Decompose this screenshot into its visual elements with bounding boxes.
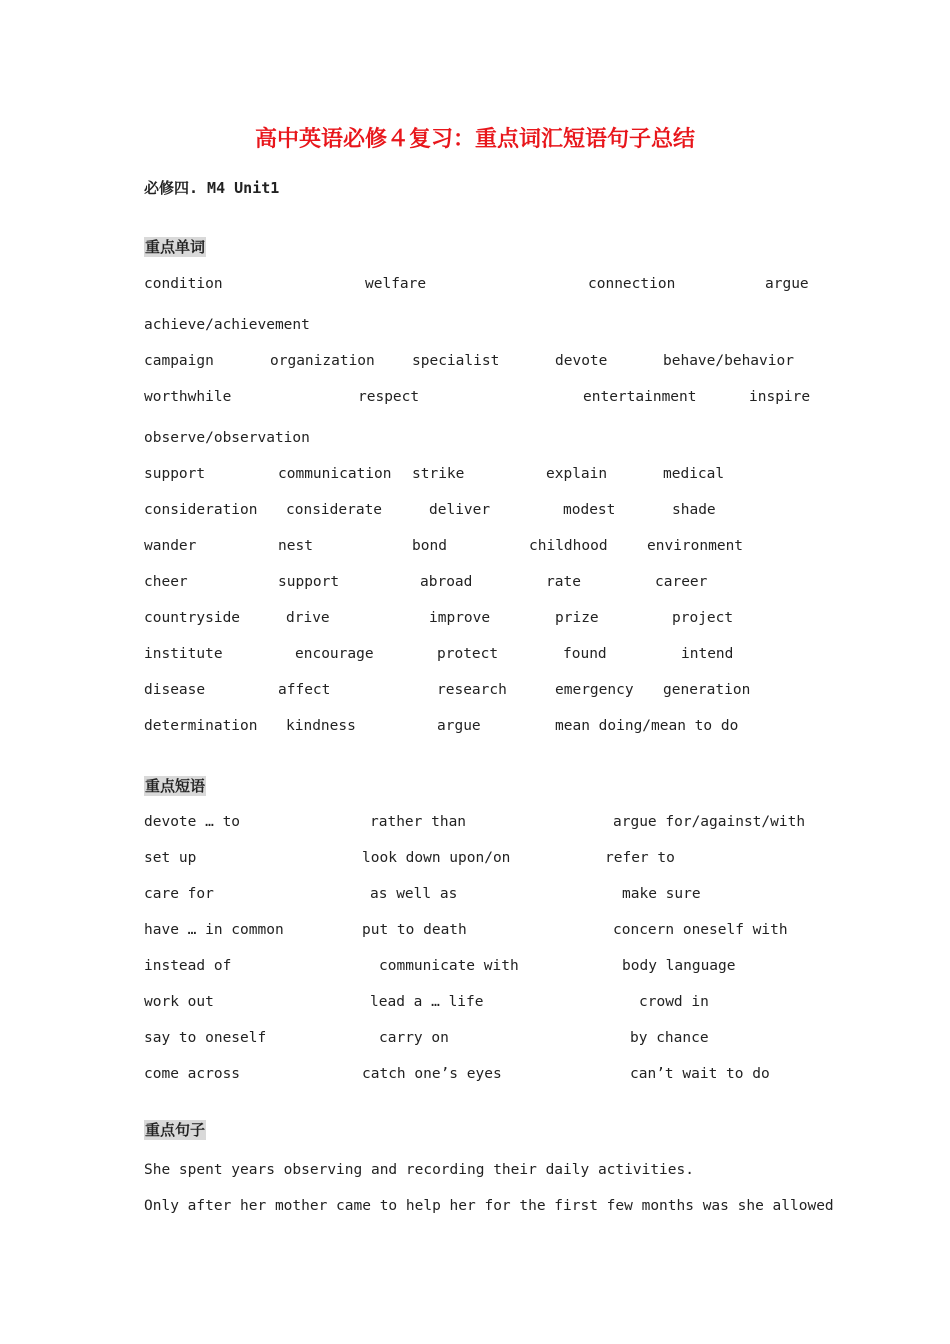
word-item: protect [437,646,499,662]
page-title: 高中英语必修４复习：重点词汇短语句子总结 [254,126,695,152]
phrase-item: set up [144,850,197,866]
word-row [0,536,950,556]
word-item: worthwhile [144,389,232,405]
word-item: observe/observation [144,430,310,446]
phrase-item: instead of [144,958,232,974]
word-item: condition [144,276,223,292]
word-item: intend [681,646,734,662]
phrase-item: as well as [370,886,458,902]
phrase-item: catch one’s eyes [362,1066,502,1082]
phrase-row [0,956,950,976]
word-item: mean doing/mean to do [555,718,739,734]
phrase-item: make sure [622,886,701,902]
word-row [0,572,950,592]
phrase-row [0,992,950,1012]
word-item: specialist [412,353,500,369]
word-item: respect [358,389,420,405]
phrase-item: refer to [605,850,675,866]
sentence-item: She spent years observing and recording their daily activities. [144,1162,694,1178]
word-item: wander [144,538,197,554]
phrase-row [0,920,950,940]
phrase-item: body language [622,958,736,974]
word-row [0,608,950,628]
phrase-item: come across [144,1066,241,1082]
word-item: entertainment [583,389,697,405]
phrase-item: argue for/against/with [613,814,806,830]
word-row [0,315,950,335]
heading-key-words: 重点单词 [145,238,206,256]
phrase-item: by chance [630,1030,709,1046]
phrase-item: carry on [379,1030,449,1046]
word-item: prize [555,610,599,626]
word-item: achieve/achievement [144,317,310,333]
word-item: research [437,682,507,698]
word-item: encourage [295,646,374,662]
word-item: affect [278,682,331,698]
heading-key-phrases: 重点短语 [145,777,206,795]
word-item: found [563,646,607,662]
word-item: inspire [749,389,811,405]
module-subtitle: 必修四. M4 Unit1 [144,179,280,197]
word-item: institute [144,646,223,662]
phrase-item: devote … to [144,814,241,830]
word-item: campaign [144,353,214,369]
phrase-row [0,1028,950,1048]
word-row [0,644,950,664]
word-item: abroad [420,574,473,590]
phrase-item: crowd in [639,994,709,1010]
phrase-item: look down upon/on [362,850,511,866]
word-item: emergency [555,682,634,698]
heading-key-sentences: 重点句子 [145,1121,206,1139]
sentence-item: Only after her mother came to help her for the first few months was she allowed [144,1198,834,1214]
word-item: drive [286,610,330,626]
phrase-item: lead a … life [370,994,484,1010]
word-row [0,387,950,407]
word-item: career [655,574,708,590]
word-item: support [144,466,206,482]
word-item: strike [412,466,465,482]
word-row [0,464,950,484]
phrase-item: care for [144,886,214,902]
phrase-item: have … in common [144,922,284,938]
word-item: improve [429,610,491,626]
word-item: project [672,610,734,626]
word-row [0,351,950,371]
phrase-item: communicate with [379,958,519,974]
word-item: bond [412,538,447,554]
word-item: environment [647,538,744,554]
word-item: consideration [144,502,258,518]
word-item: argue [765,276,809,292]
word-item: welfare [365,276,427,292]
word-item: support [278,574,340,590]
word-item: rate [546,574,581,590]
word-row [0,500,950,520]
phrase-item: put to death [362,922,467,938]
word-item: communication [278,466,392,482]
word-item: argue [437,718,481,734]
word-item: behave/behavior [663,353,794,369]
word-item: explain [546,466,608,482]
word-item: nest [278,538,313,554]
word-row [0,680,950,700]
word-item: connection [588,276,676,292]
word-item: modest [563,502,616,518]
word-item: childhood [529,538,608,554]
word-item: considerate [286,502,383,518]
word-row [0,716,950,736]
phrase-item: rather than [370,814,467,830]
phrase-row [0,812,950,832]
phrase-row [0,848,950,868]
word-item: devote [555,353,608,369]
word-item: shade [672,502,716,518]
word-item: determination [144,718,258,734]
word-item: generation [663,682,751,698]
phrase-row [0,1064,950,1084]
word-item: countryside [144,610,241,626]
word-item: organization [270,353,375,369]
word-item: deliver [429,502,491,518]
word-item: cheer [144,574,188,590]
phrase-item: concern oneself with [613,922,788,938]
word-item: kindness [286,718,356,734]
word-item: medical [663,466,725,482]
phrase-row [0,884,950,904]
word-row [0,274,950,294]
phrase-item: say to oneself [144,1030,267,1046]
word-row [0,428,950,448]
phrase-item: can’t wait to do [630,1066,770,1082]
word-item: disease [144,682,206,698]
phrase-item: work out [144,994,214,1010]
